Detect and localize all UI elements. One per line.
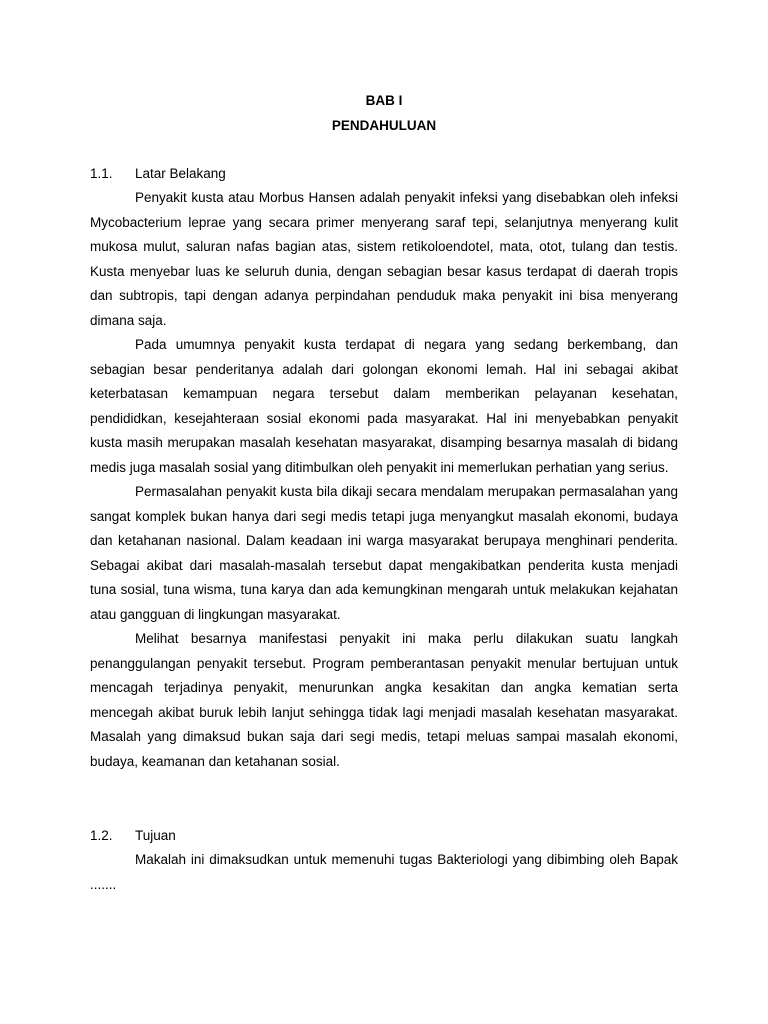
paragraph: Penyakit kusta atau Morbus Hansen adalah penyakit infeksi yang disebabkan oleh infeksi Mycobacterium leprae yang secara primer menyerang saraf tepi, selanjutnya menyerang kulit mukosa mulut, saluran nafas bagian atas, sistem retikoloendotel, mata, otot, tulang dan testis. Kusta menyebar luas ke seluruh dunia, dengan sebagian besar kasus terdapat di daerah tropis dan subtropis, tapi dengan adanya perpindahan penduduk maka penyakit ini bisa menyerang dimana saja. bbox=[90, 190, 678, 328]
chapter-label: BAB I bbox=[365, 93, 403, 108]
chapter-title: PENDAHULUAN bbox=[331, 118, 437, 133]
section-body-latar-belakang bbox=[90, 186, 678, 774]
paragraph: Makalah ini dimaksudkan untuk memenuhi tugas Bakteriologi yang dibimbing oleh Bapak ....... bbox=[90, 852, 678, 892]
section-heading-1-2 bbox=[90, 828, 678, 844]
section-number: 1.2. bbox=[90, 828, 113, 843]
paragraph: Melihat besarnya manifestasi penyakit ini maka perlu dilakukan suatu langkah penanggulangan penyakit tersebut. Program pemberantasan penyakit menular bertujuan untuk mencagah terjadinya penyakit, menurunkan angka kesakitan dan angka kematian serta mencegah akibat buruk lebih lanjut sehingga tidak lagi menjadi masalah kesehatan masyarakat. Masalah yang dimaksud bukan saja dari segi medis, tetapi meluas sampai masalah ekonomi, budaya, keamanan dan ketahanan sosial. bbox=[90, 631, 678, 769]
section-number: 1.1. bbox=[90, 166, 113, 181]
section-title: Latar Belakang bbox=[135, 166, 226, 181]
section-title: Tujuan bbox=[135, 828, 176, 843]
paragraph: Permasalahan penyakit kusta bila dikaji secara mendalam merupakan permasalahan yang sangat komplek bukan hanya dari segi medis tetapi juga menyangkut masalah ekonomi, budaya dan ketahanan nasional. Dalam keadaan ini warga masyarakat berupaya menghinari penderita. Sebagai akibat dari masalah-masalah tersebut dapat mengakibatkan penderita kusta menjadi tuna sosial, tuna wisma, tuna karya dan ada kemungkinan mengarah untuk melakukan kejahatan atau gangguan di lingkungan masyarakat. bbox=[90, 484, 678, 622]
section-heading-1-1 bbox=[90, 166, 678, 182]
section-body-tujuan bbox=[90, 848, 678, 897]
paragraph: Pada umumnya penyakit kusta terdapat di negara yang sedang berkembang, dan sebagian besar penderitanya adalah dari golongan ekonomi lemah. Hal ini sebagai akibat keterbatasan kemampuan negara tersebut dalam memberikan pelayanan kesehatan, pendididkan, kesejahteraan sosial ekonomi pada masyarakat. Hal ini menyebabkan penyakit kusta masih merupakan masalah kesehatan masyarakat, disamping besarnya masalah di bidang medis juga masalah sosial yang ditimbulkan oleh penyakit ini memerlukan perhatian yang serius. bbox=[90, 337, 678, 475]
